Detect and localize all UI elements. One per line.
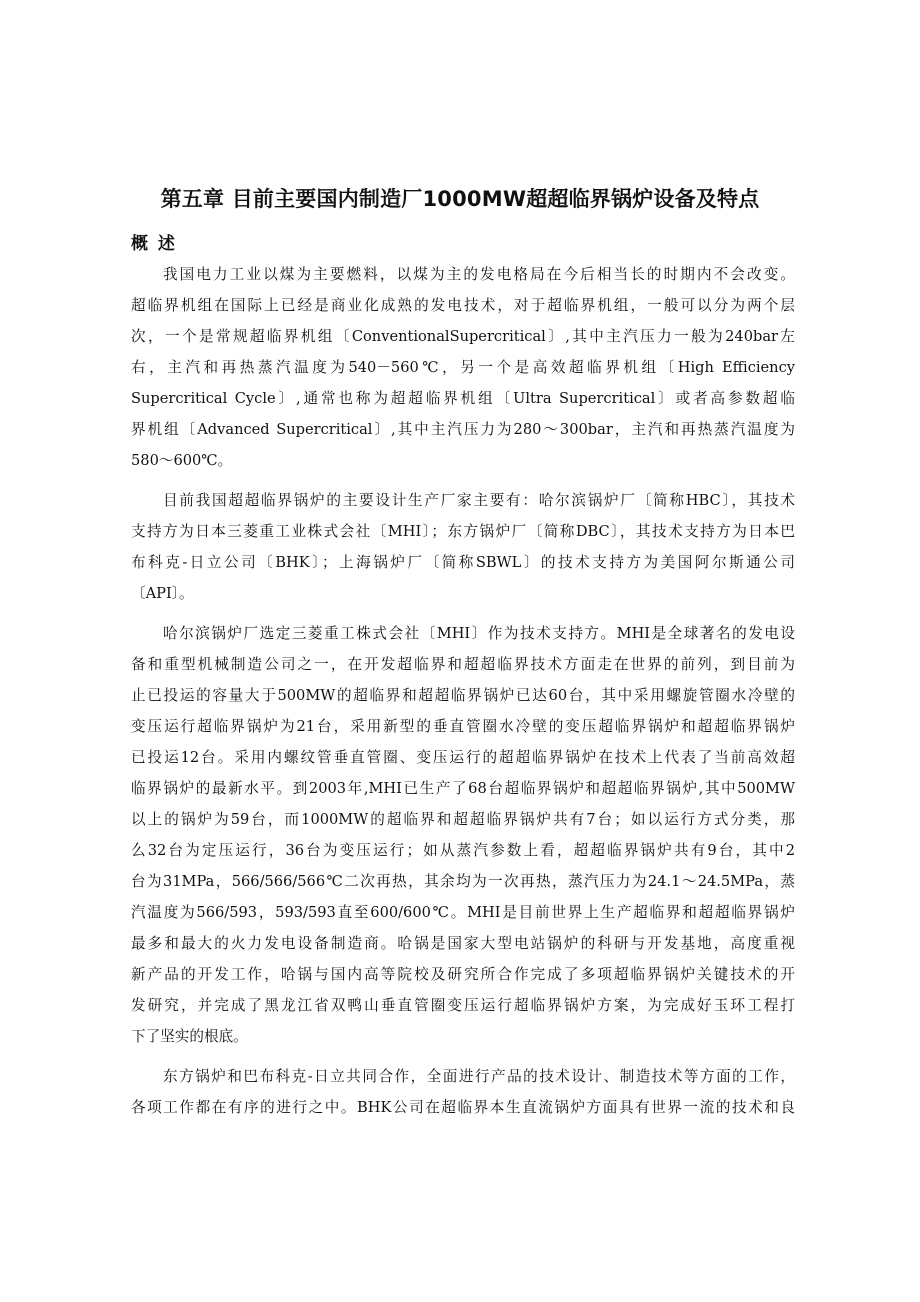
paragraph-line: 临界锅炉的最新水平。到2003年,MHI已生产了68台超临界锅炉和超超临界锅炉,其中500MW (131, 780, 795, 797)
paragraph-line: 台为31MPa，566/566/566℃二次再热，其余均为一次再热，蒸汽压力为24.1～24.5MPa，蒸 (131, 873, 795, 890)
paragraph-line: 目前我国超超临界锅炉的主要设计生产厂家主要有：哈尔滨锅炉厂〔简称HBC〕，其技术 (163, 492, 795, 509)
paragraph-line: 么32台为定压运行，36台为变压运行；如从蒸汽参数上看，超超临界锅炉共有9台，其中2 (131, 842, 795, 859)
paragraph-line: 次，一个是常规超临界机组〔ConventionalSupercritical〕,其中主汽压力一般为240bar左 (131, 328, 795, 345)
paragraph-3 (131, 618, 795, 1052)
paragraph-line: 新产品的开发工作，哈锅与国内高等院校及研究所合作完成了多项超临界锅炉关键技术的开 (131, 966, 795, 983)
paragraph-line: 已投运12台。采用内螺纹管垂直管圈、变压运行的超超临界锅炉在技术上代表了当前高效超 (131, 749, 795, 766)
paragraph-line: 发研究，并完成了黑龙江省双鸭山垂直管圈变压运行超临界锅炉方案，为完成好玉环工程打 (131, 997, 795, 1014)
paragraph-1 (131, 259, 795, 476)
paragraph-line: 哈尔滨锅炉厂选定三菱重工株式会社〔MHI〕作为技术支持方。MHI是全球著名的发电设 (163, 625, 795, 642)
paragraph-line: 备和重型机械制造公司之一，在开发超临界和超超临界技术方面走在世界的前列，到目前为 (131, 656, 795, 673)
paragraph-line: 〔API〕。 (131, 585, 194, 602)
paragraph-line: 支持方为日本三菱重工业株式会社〔MHI〕；东方锅炉厂〔简称DBC〕，其技术支持方为日本巴 (131, 523, 795, 540)
chapter-title: 第五章 目前主要国内制造厂1000MW超超临界锅炉设备及特点 (160, 187, 760, 211)
paragraph-line: 界机组〔Advanced Supercritical〕,其中主汽压力为280～300bar，主汽和再热蒸汽温度为 (131, 421, 795, 438)
paragraph-line: 以上的锅炉为59台，而1000MW的超临界和超超临界锅炉共有7台；如以运行方式分类，那 (131, 811, 795, 828)
paragraph-line: 我国电力工业以煤为主要燃料，以煤为主的发电格局在今后相当长的时期内不会改变。 (163, 266, 795, 283)
paragraph-4 (131, 1061, 795, 1123)
paragraph-2 (131, 485, 795, 609)
paragraph-line: 右，主汽和再热蒸汽温度为540－560℃，另一个是高效超临界机组〔High Efficiency (131, 359, 795, 376)
body-text (131, 259, 795, 1132)
paragraph-line: 580～600℃。 (131, 452, 233, 469)
paragraph-line: 止已投运的容量大于500MW的超临界和超超临界锅炉已达60台，其中采用螺旋管圈水冷壁的 (131, 687, 795, 704)
section-heading: 概 述 (131, 234, 177, 254)
paragraph-line: 最多和最大的火力发电设备制造商。哈锅是国家大型电站锅炉的科研与开发基地，高度重视 (131, 935, 795, 952)
paragraph-line: 变压运行超临界锅炉为21台，采用新型的垂直管圈水冷壁的变压超临界锅炉和超超临界锅炉 (131, 718, 795, 735)
paragraph-line: 各项工作都在有序的进行之中。BHK公司在超临界本生直流锅炉方面具有世界一流的技术和良 (131, 1099, 795, 1116)
paragraph-line: 超临界机组在国际上已经是商业化成熟的发电技术，对于超临界机组，一般可以分为两个层 (131, 297, 795, 314)
paragraph-line: 东方锅炉和巴布科克-日立共同合作，全面进行产品的技术设计、制造技术等方面的工作， (163, 1068, 795, 1085)
paragraph-line: Supercritical Cycle〕,通常也称为超超临界机组〔Ultra Supercritical〕或者高参数超临 (131, 390, 795, 407)
paragraph-line: 下了坚实的根底。 (131, 1028, 248, 1045)
paragraph-line: 汽温度为566/593，593/593直至600/600℃。MHI是目前世界上生产超临界和超超临界锅炉 (131, 904, 795, 921)
paragraph-line: 布科克-日立公司〔BHK〕；上海锅炉厂〔简称SBWL〕的技术支持方为美国阿尔斯通公司 (131, 554, 795, 571)
